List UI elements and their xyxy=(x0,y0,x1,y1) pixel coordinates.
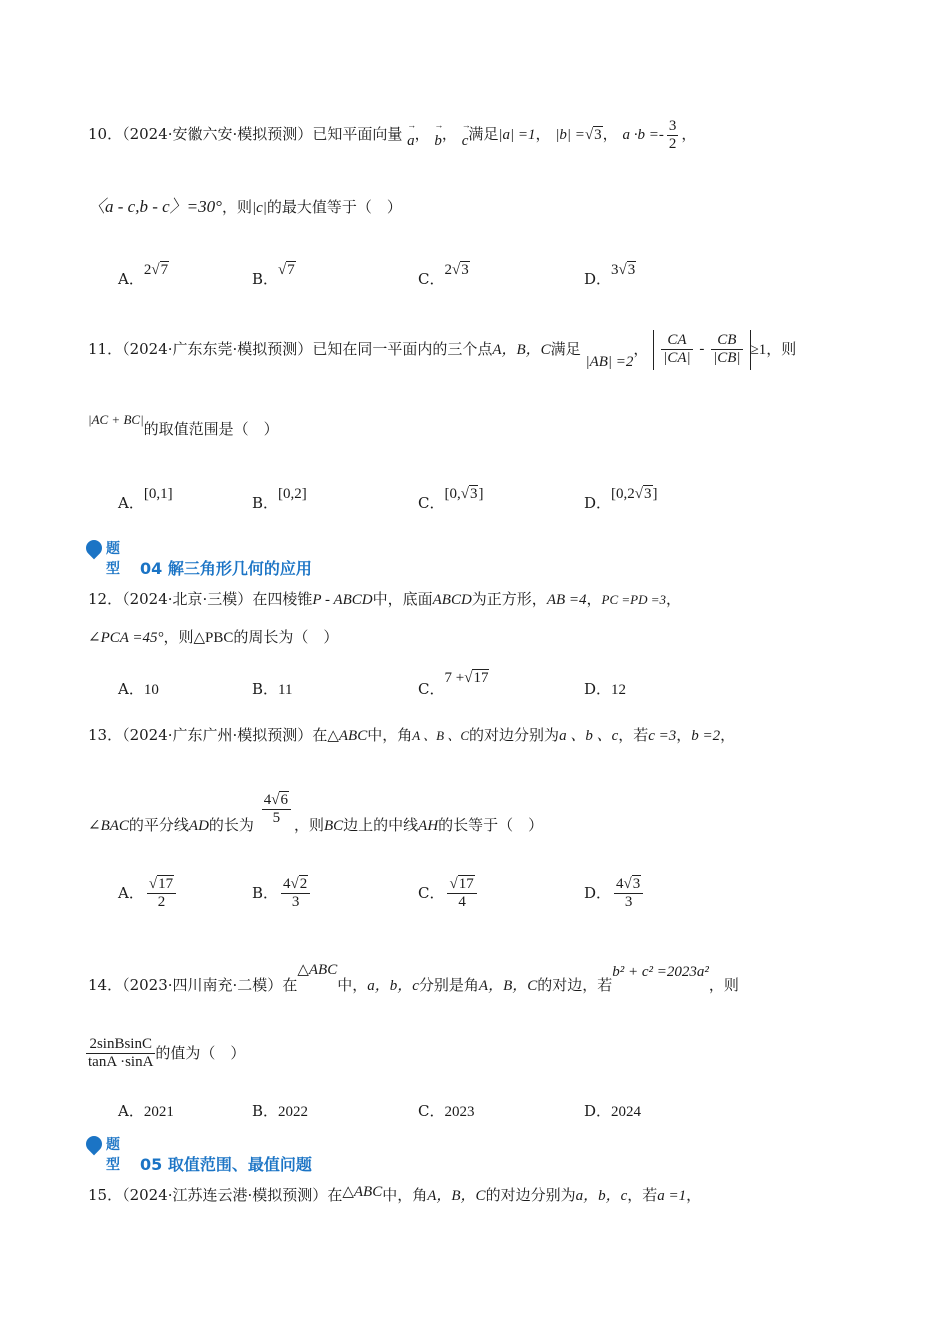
numerator: CA xyxy=(661,332,692,350)
radicand: 2 xyxy=(299,876,308,892)
question-11-line-1 xyxy=(88,330,870,370)
question-text: 的平分线 xyxy=(128,815,189,834)
option-label: D． xyxy=(584,494,612,512)
question-number: 12． xyxy=(88,590,123,608)
section-tag: 题型 xyxy=(106,541,120,577)
option-label: C． xyxy=(418,883,445,902)
question-number: 15． xyxy=(88,1186,123,1204)
question-text: ，则 xyxy=(766,339,797,358)
option-c[interactable]: C．2√3 xyxy=(418,262,469,288)
question-text: 的值为（ ） xyxy=(155,1043,246,1062)
separator: ， xyxy=(720,726,736,744)
question-text: 的取值范围是（ ） xyxy=(143,420,279,438)
unit-vector-difference xyxy=(653,330,750,370)
vector-c: → c xyxy=(462,132,469,152)
condition-c: c =3 xyxy=(648,728,677,744)
option-b[interactable]: B．√7 xyxy=(252,262,295,288)
option-label: B． xyxy=(252,494,279,512)
radicand: 17 xyxy=(473,670,489,686)
option-value: 11 xyxy=(278,682,293,698)
option-b[interactable] xyxy=(252,482,307,512)
condition-dot-product xyxy=(622,118,681,153)
separator: ， xyxy=(586,590,602,608)
option-d[interactable] xyxy=(584,678,626,699)
option-b[interactable]: B． $\frac{4√2}{3}$ xyxy=(252,876,313,912)
inequality: ≥1 xyxy=(750,341,767,358)
question-source: （2024·江苏连云港·模拟预测） xyxy=(122,1186,328,1204)
numerator: CB xyxy=(711,332,742,350)
question-10-line-2 xyxy=(88,196,870,219)
numerator-coef: 4 xyxy=(616,876,624,892)
sides-abc: a，b，c xyxy=(575,1188,628,1204)
option-label: D． xyxy=(584,270,612,288)
question-source: （2024·广东广州·模拟预测） xyxy=(122,726,313,744)
question-text: 在四棱锥 xyxy=(252,590,313,608)
separator: ， xyxy=(686,1186,702,1204)
location-pin-icon xyxy=(83,537,106,560)
denominator: 5 xyxy=(272,810,281,827)
option-a[interactable] xyxy=(118,1100,174,1121)
question-text: ，则 xyxy=(163,628,194,646)
sides-abc: a 、b 、c xyxy=(559,728,619,744)
fraction xyxy=(711,332,742,368)
option-a[interactable]: A． $\frac{√17}{2}$ xyxy=(118,876,179,912)
radicand: 3 xyxy=(461,262,469,278)
condition-abs-ab: |AB| =2 xyxy=(585,353,634,370)
numerator: 3 xyxy=(667,118,679,136)
separator: ， xyxy=(441,125,457,144)
fraction-expression xyxy=(86,1036,155,1072)
question-number: 13． xyxy=(88,726,123,744)
question-text: 已知在同一平面内的三个点 xyxy=(312,339,493,358)
separator: ， xyxy=(676,726,692,744)
angles-abc: A 、B 、C xyxy=(412,728,470,743)
separator: ， xyxy=(414,125,430,144)
denominator: 2 xyxy=(157,894,166,911)
question-source: （2024·安徽六安·模拟预测） xyxy=(122,125,313,144)
fraction-ad-length: $\frac{4√6}{5}$ xyxy=(262,792,291,828)
option-value: ] xyxy=(478,486,484,502)
option-c[interactable]: C．[0,√3] xyxy=(418,486,484,512)
segment-ah: AH xyxy=(418,817,439,834)
question-14-line-1 xyxy=(88,962,870,997)
radicand: 3 xyxy=(644,486,652,502)
condition-b: b =2 xyxy=(691,728,721,744)
question-text: ，若 xyxy=(618,726,649,744)
triangle-name: △ABC xyxy=(327,728,368,744)
triangle-name: △ABC xyxy=(342,1184,383,1200)
option-d[interactable]: D． $\frac{4√3}{3}$ xyxy=(584,876,646,912)
question-number: 14． xyxy=(88,976,123,994)
separator: ， xyxy=(633,339,649,358)
location-pin-icon xyxy=(83,1133,106,1156)
option-a[interactable] xyxy=(118,678,159,699)
angles-abc: A，B，C xyxy=(427,1188,486,1204)
option-label: B． xyxy=(252,680,279,698)
question-text: 在 xyxy=(327,1186,343,1204)
option-c[interactable] xyxy=(418,1100,474,1121)
numerator: 2sinBsinC xyxy=(86,1036,155,1054)
section-title: 04 解三角形几何的应用 xyxy=(140,559,312,578)
question-text: 边上的中线 xyxy=(343,815,419,834)
question-text: 满足 xyxy=(468,125,499,144)
separator: ， xyxy=(681,125,697,144)
denominator: 3 xyxy=(291,894,300,911)
condition-lhs: a ·b =- xyxy=(622,127,664,144)
option-label: B． xyxy=(252,883,279,902)
base-name: ABCD xyxy=(432,592,472,608)
option-label: C． xyxy=(418,680,445,698)
triangle-name: △ABC xyxy=(297,962,338,978)
question-text: 在 xyxy=(282,976,298,994)
question-text: 的长为 xyxy=(208,815,254,834)
question-13-line-1 xyxy=(88,726,870,747)
question-source: （2024·北京·三模） xyxy=(122,590,253,608)
condition-abs-a: |a| =1 xyxy=(498,127,536,144)
option-value: 2022 xyxy=(278,1104,309,1120)
expr-abs-sum: |AC + BC| xyxy=(88,412,144,427)
option-label: A． xyxy=(118,1102,144,1120)
denominator: tanA ·sinA xyxy=(88,1054,154,1071)
vector-a: → a xyxy=(407,132,415,152)
question-14-line-2 xyxy=(86,1036,870,1072)
question-text: 的周长为（ ） xyxy=(233,628,339,646)
points-abc: A，B，C xyxy=(492,341,551,358)
radicand: 6 xyxy=(280,792,288,808)
question-12-line-1 xyxy=(88,590,870,611)
separator: ， xyxy=(535,125,551,144)
triangle-name: △PBC xyxy=(193,630,234,646)
option-value: 2024 xyxy=(611,1104,642,1120)
option-label: A． xyxy=(118,680,144,698)
question-text: 分别是角 xyxy=(418,976,479,994)
numerator-coef: 4 xyxy=(283,876,291,892)
option-label: D． xyxy=(584,680,612,698)
option-d[interactable] xyxy=(584,1100,641,1121)
option-value: 12 xyxy=(611,682,627,698)
question-text: 的最大值等于（ ） xyxy=(266,198,402,216)
fraction xyxy=(667,118,679,154)
option-value: 7 + xyxy=(444,670,465,686)
question-text: ，则 xyxy=(293,815,324,834)
option-d[interactable]: D．3√3 xyxy=(584,262,636,288)
question-number: 11． xyxy=(88,339,123,358)
question-text: 已知平面向量 xyxy=(312,125,403,144)
pyramid-name: P - ABCD xyxy=(312,592,373,608)
option-label: B． xyxy=(252,1102,279,1120)
radicand: 3 xyxy=(627,262,636,278)
question-text: 中，角 xyxy=(367,726,413,744)
condition-pc-pd: PC =PD =3 xyxy=(601,592,667,607)
numerator-coef: 4 xyxy=(263,792,272,808)
angle-condition: 〈a - c,b - c〉=30° xyxy=(88,197,222,216)
abs-c: |c| xyxy=(251,200,267,216)
option-coef: 2 xyxy=(444,262,452,278)
angle-bac: ∠BAC xyxy=(88,817,129,834)
section-title: 05 取值范围、最值问题 xyxy=(140,1155,312,1174)
option-c[interactable]: C．7 +√17 xyxy=(418,670,489,698)
angles-abc: A，B，C xyxy=(478,978,538,994)
denominator: 2 xyxy=(668,136,677,153)
condition-a: a =1 xyxy=(657,1188,687,1204)
denominator: 4 xyxy=(458,894,466,911)
question-13-line-2 xyxy=(88,792,870,834)
option-value: [0,2] xyxy=(278,486,307,502)
option-value: 2021 xyxy=(143,1104,174,1120)
option-coef: 3 xyxy=(611,262,619,278)
sides-abc: a，b，c xyxy=(367,978,419,994)
vector-b: → b xyxy=(434,132,442,152)
option-label: C． xyxy=(418,270,445,288)
fraction xyxy=(661,332,692,368)
question-text: 的长等于（ ） xyxy=(438,815,544,834)
radicand: 7 xyxy=(160,262,169,278)
radicand: 17 xyxy=(458,876,474,892)
option-c[interactable]: C． $\frac{√17}{4}$ xyxy=(418,876,480,912)
condition-sides: b² + c² =2023a² xyxy=(612,964,709,980)
condition-abs-b xyxy=(555,127,602,143)
option-a[interactable]: A．2√7 xyxy=(118,262,169,288)
operator: - xyxy=(695,341,709,358)
option-label: D． xyxy=(584,883,612,902)
separator: ， xyxy=(666,590,682,608)
question-text: 为正方形， xyxy=(471,590,547,608)
sqrt-expr: √3 xyxy=(584,127,602,144)
option-label: A． xyxy=(118,270,144,288)
question-text: 中， xyxy=(337,976,368,994)
question-text: 的对边分别为 xyxy=(469,726,560,744)
option-value: [0,1] xyxy=(143,486,173,502)
denominator: |CB| xyxy=(713,350,741,367)
question-text: 中，底面 xyxy=(372,590,433,608)
radicand: 3 xyxy=(469,486,478,502)
segment-ad: AD xyxy=(188,817,209,834)
option-a[interactable] xyxy=(118,482,173,512)
question-source: （2024·广东东莞·模拟预测） xyxy=(122,339,313,358)
option-label: B． xyxy=(252,270,279,288)
radicand: 17 xyxy=(158,876,174,892)
question-text: 中，角 xyxy=(382,1186,428,1204)
option-b[interactable] xyxy=(252,678,292,699)
question-15-line-1 xyxy=(88,1186,870,1207)
option-value: 10 xyxy=(143,682,159,698)
denominator: 3 xyxy=(624,894,633,911)
option-d[interactable]: D．[0,2√3] xyxy=(584,486,658,512)
condition-angle-pca: ∠PCA =45° xyxy=(88,630,164,646)
question-10-line-1 xyxy=(88,118,870,154)
option-coef: 2 xyxy=(143,262,152,278)
question-text: 满足 xyxy=(550,339,581,358)
option-label: A． xyxy=(118,494,144,512)
separator: ， xyxy=(602,125,618,144)
option-label: C． xyxy=(418,1102,445,1120)
question-text: ，则 xyxy=(708,976,739,994)
condition-lhs: |b| = xyxy=(555,127,585,144)
radicand: 3 xyxy=(632,876,641,892)
radicand: 3 xyxy=(594,127,602,144)
question-source: （2023·四川南充·二模） xyxy=(122,976,283,994)
question-12-line-2 xyxy=(88,628,870,649)
option-value: [0, xyxy=(444,486,461,502)
question-text: 的对边，若 xyxy=(537,976,613,994)
section-tag: 题型 xyxy=(106,1137,120,1173)
option-value: ] xyxy=(652,486,658,502)
question-number: 10． xyxy=(88,125,123,144)
radicand: 7 xyxy=(287,262,295,278)
option-value: [0,2 xyxy=(611,486,635,502)
question-11-line-2 xyxy=(88,412,870,440)
option-label: C． xyxy=(418,494,445,512)
option-label: D． xyxy=(584,1102,612,1120)
question-text: ，则 xyxy=(221,198,252,216)
segment-bc: BC xyxy=(323,817,344,834)
question-text: ，若 xyxy=(627,1186,658,1204)
option-b[interactable] xyxy=(252,1100,308,1121)
condition-ab: AB =4 xyxy=(546,592,587,608)
question-text: 的对边分别为 xyxy=(485,1186,576,1204)
denominator: |CA| xyxy=(663,350,691,367)
option-value: 2023 xyxy=(444,1104,475,1120)
option-label: A． xyxy=(118,883,144,902)
question-text: 在 xyxy=(312,726,328,744)
